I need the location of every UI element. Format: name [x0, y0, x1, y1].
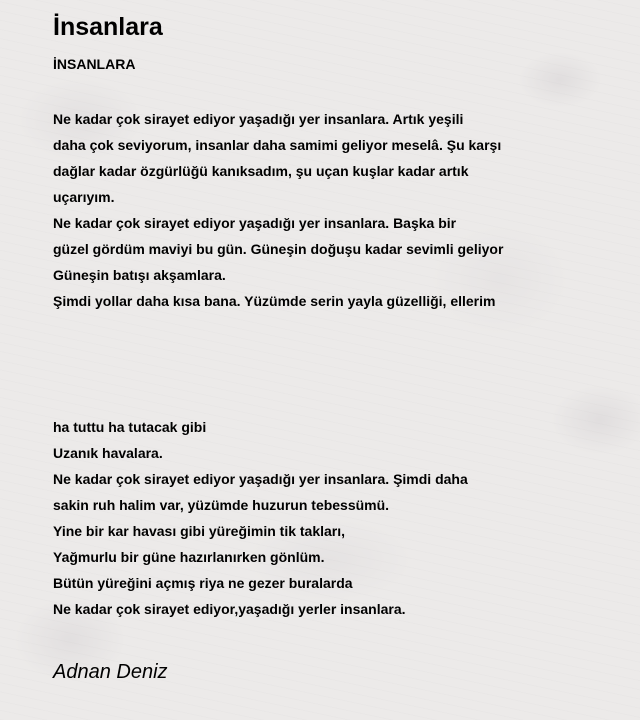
- poem-line: Ne kadar çok sirayet ediyor yaşadığı yer insanlara. Başka bir: [53, 215, 457, 231]
- poem-line: Bütün yüreğini açmış riya ne gezer buralarda: [53, 575, 353, 591]
- poem-subtitle: İNSANLARA: [53, 56, 136, 72]
- stanza-1: [53, 106, 503, 314]
- poem-line: daha çok seviyorum, insanlar daha samimi geliyor meselâ. Şu karşı: [53, 137, 502, 153]
- poem-line: dağlar kadar özgürlüğü kanıksadım, şu uçan kuşlar kadar artık: [53, 163, 469, 179]
- poem-line: ha tuttu ha tutacak gibi: [53, 419, 207, 435]
- stanza-2: [53, 414, 468, 622]
- poem-line: Şimdi yollar daha kısa bana. Yüzümde serin yayla güzelliği, ellerim: [53, 293, 496, 309]
- poem-line: Ne kadar çok sirayet ediyor yaşadığı yer insanlara. Artık yeşili: [53, 111, 464, 127]
- poem-line: Yine bir kar havası gibi yüreğimin tik takları,: [53, 523, 346, 539]
- poem-line: güzel gördüm maviyi bu gün. Güneşin doğuşu kadar sevimli geliyor: [53, 241, 504, 257]
- poem-line: sakin ruh halim var, yüzümde huzurun tebessümü.: [53, 497, 390, 513]
- poem-line: Uzanık havalara.: [53, 445, 163, 461]
- poem-line: Yağmurlu bir güne hazırlanırken gönlüm.: [53, 549, 325, 565]
- poem-line: Ne kadar çok sirayet ediyor yaşadığı yer insanlara. Şimdi daha: [53, 471, 468, 487]
- poem-line: Ne kadar çok sirayet ediyor,yaşadığı yerler insanlara.: [53, 601, 406, 617]
- poem-author: Adnan Deniz: [53, 661, 168, 683]
- poem-title: İnsanlara: [53, 13, 163, 41]
- poem-line: uçarıyım.: [53, 189, 115, 205]
- poem-line: Güneşin batışı akşamlara.: [53, 267, 226, 283]
